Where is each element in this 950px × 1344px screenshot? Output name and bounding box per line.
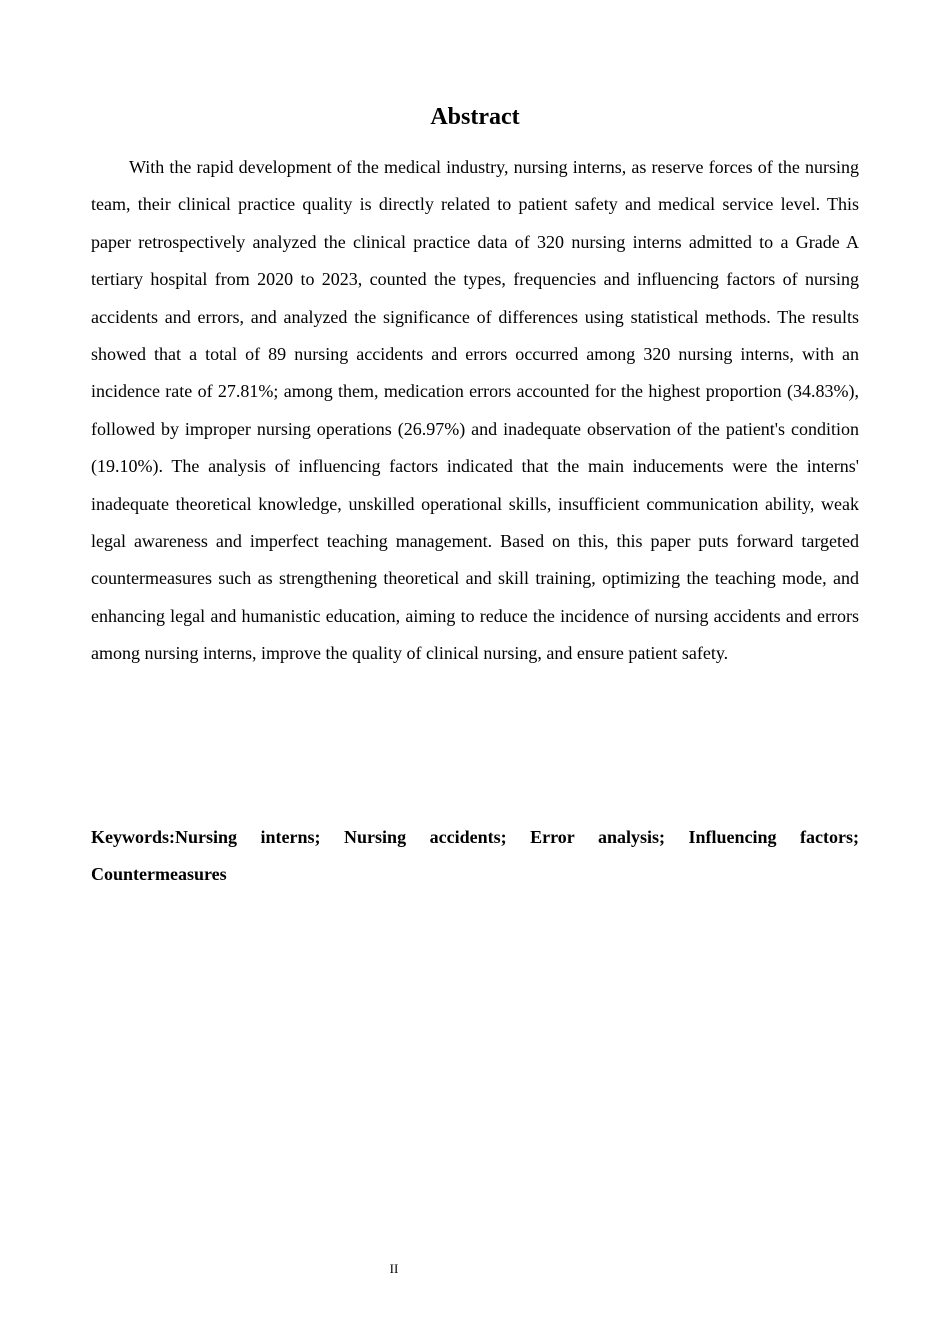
keywords-line: Keywords:Nursing interns; Nursing accidents; Error analysis; Influencing factors; Countermeasures bbox=[91, 827, 859, 885]
abstract-paragraph: With the rapid development of the medical industry, nursing interns, as reserve forces of the nursing team, their clinical practice quality is directly related to patient safety and medical service level. This paper retrospectively analyzed the clinical practice data of 320 nursing interns admitted to a Grade A tertiary hospital from 2020 to 2023, counted the types, frequencies and influencing factors of nursing accidents and errors, and analyzed the significance of differences using statistical methods. The results showed that a total of 89 nursing accidents and errors occurred among 320 nursing interns, with an incidence rate of 27.81%; among them, medication errors accounted for the highest proportion (34.83%), followed by improper nursing operations (26.97%) and inadequate observation of the patient's condition (19.10%). The analysis of influencing factors indicated that the main inducements were the interns' inadequate theoretical knowledge, unskilled operational skills, insufficient communication ability, weak legal awareness and imperfect teaching management. Based on this, this paper puts forward targeted countermeasures such as strengthening theoretical and skill training, optimizing the teaching mode, and enhancing legal and humanistic education, aiming to reduce the incidence of nursing accidents and errors among nursing interns, improve the quality of clinical nursing, and ensure patient safety. bbox=[91, 157, 859, 664]
abstract-title: Abstract bbox=[430, 104, 520, 130]
page-number: II bbox=[389, 1261, 399, 1276]
